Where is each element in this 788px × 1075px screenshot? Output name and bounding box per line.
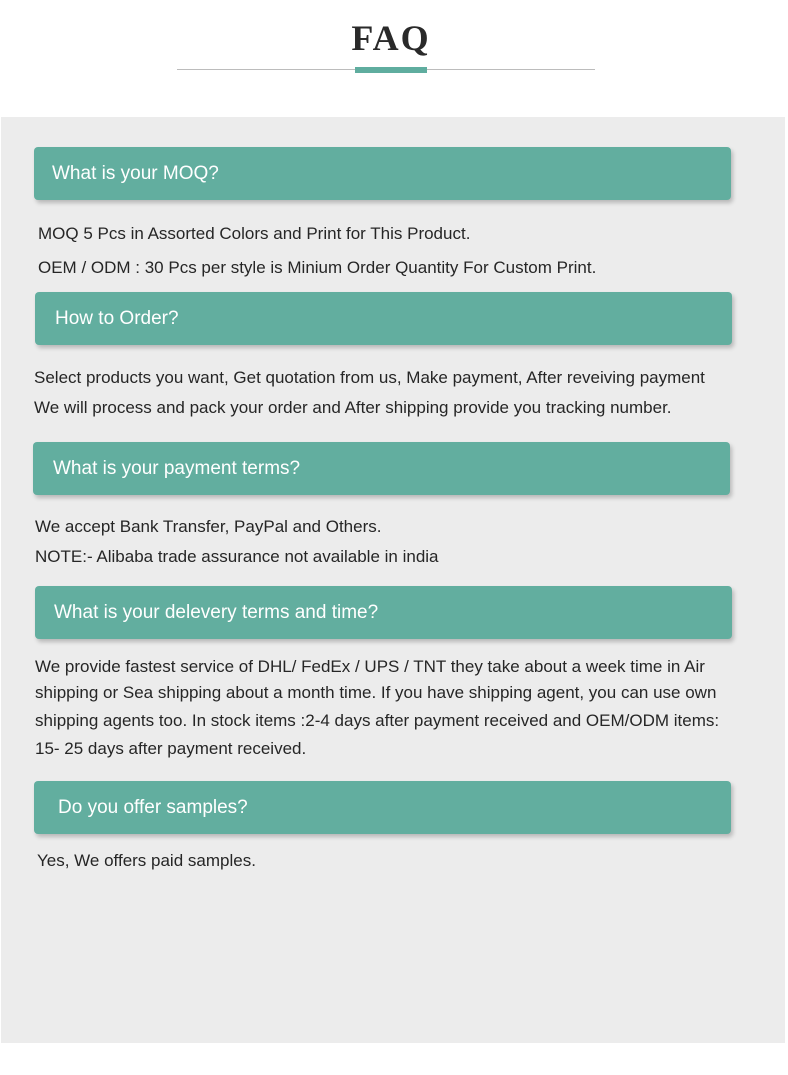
faq-answer-line: We will process and pack your order and After shipping provide you tracking number. (34, 398, 672, 417)
faq-question-label: What is your MOQ? (52, 163, 219, 184)
faq-answer-line: MOQ 5 Pcs in Assorted Colors and Print for This Product. (38, 224, 471, 243)
faq-question-moq (34, 147, 731, 200)
faq-answer-line: Select products you want, Get quotation from us, Make payment, After reveiving payment (34, 368, 705, 387)
faq-answer-line: We provide fastest service of DHL/ FedEx / UPS / TNT they take about a week time in Air (35, 657, 705, 676)
faq-answer-line: OEM / ODM : 30 Pcs per style is Minium Order Quantity For Custom Print. (38, 258, 597, 277)
faq-answer-line: shipping agents too. In stock items :2-4 days after payment received and OEM/ODM items: (35, 711, 720, 730)
faq-question-how-to-order (35, 292, 732, 345)
title-accent-bar (355, 67, 427, 73)
faq-answer-line: Yes, We offers paid samples. (37, 851, 256, 870)
faq-question-label: What is your payment terms? (53, 458, 301, 479)
faq-answer-line: NOTE:- Alibaba trade assurance not available in india (35, 547, 439, 566)
faq-question-label: How to Order? (55, 308, 179, 329)
faq-answer-line: We accept Bank Transfer, PayPal and Others. (35, 517, 382, 536)
faq-answer-line: shipping or Sea shipping about a month time. If you have shipping agent, you can use own (35, 683, 717, 702)
faq-question-delivery-terms (35, 586, 732, 639)
faq-question-label: What is your delevery terms and time? (54, 602, 379, 623)
faq-question-label: Do you offer samples? (58, 797, 248, 818)
faq-question-samples (34, 781, 731, 834)
page-title: FAQ (351, 18, 431, 58)
faq-answer-line: 15- 25 days after payment received. (35, 739, 307, 758)
faq-header (0, 0, 788, 117)
faq-question-payment-terms (33, 442, 730, 495)
